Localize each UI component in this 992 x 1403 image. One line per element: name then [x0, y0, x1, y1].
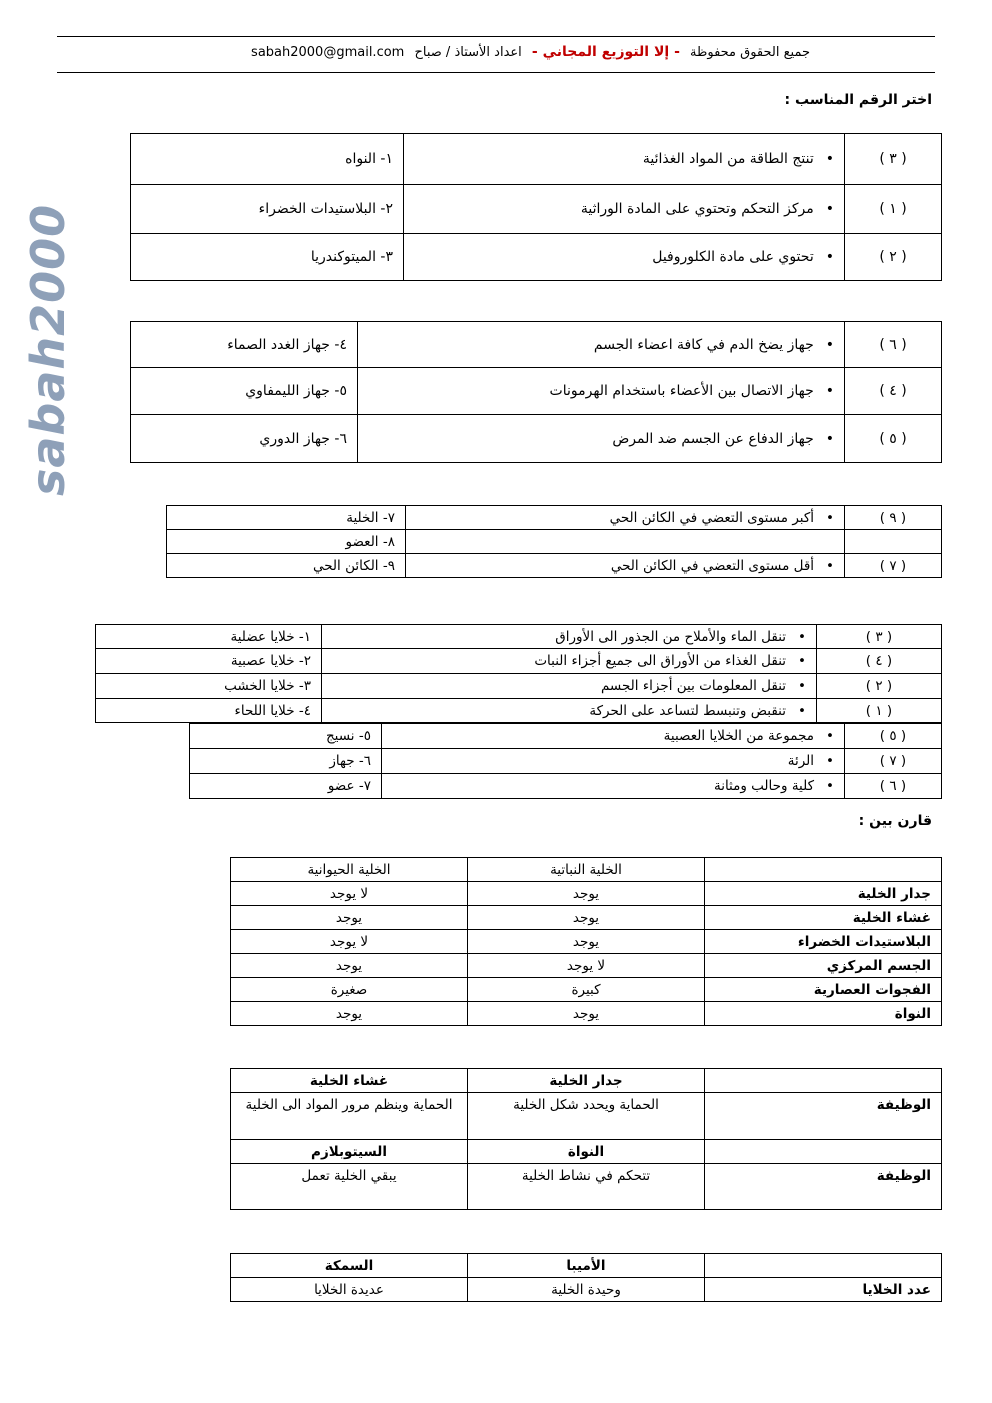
question-text: • تنقل المعلومات بين أجزاء الجسم [322, 674, 817, 699]
table-header: الأميبا [468, 1254, 705, 1278]
question-text: • جهاز الاتصال بين الأعضاء باستخدام الهرمونات [358, 368, 845, 415]
table-row [167, 506, 942, 530]
table-cell: الحماية ويحدد شكل الخلية [468, 1093, 705, 1140]
question-text: • جهاز يضخ الدم في كافة اعضاء الجسم [358, 322, 845, 368]
option-text: ٤- خلايا اللحاء [96, 699, 322, 723]
option-text: ٣- الميتوكندريا [131, 234, 404, 281]
table-row [231, 1140, 942, 1164]
table-cell [705, 858, 942, 882]
table-cell: يبقي الخلية تعمل [231, 1164, 468, 1210]
table-row [190, 724, 942, 749]
compare-table-organisms [230, 1253, 942, 1302]
option-text: ٥- جهاز الليمفاوي [131, 368, 358, 415]
table-row [231, 954, 942, 978]
table-header: النواة [468, 1140, 705, 1164]
table-cell [705, 1254, 942, 1278]
table-cell: يوجد [468, 1002, 705, 1026]
option-text: ٦- جهاز الدوري [131, 415, 358, 463]
table-row [96, 649, 942, 674]
table-header: الخلية النباتية [468, 858, 705, 882]
question-text: • أكبر مستوى التعضي في الكائن الحي [406, 506, 845, 530]
table-cell: عديدة الخلايا [231, 1278, 468, 1302]
option-text: ٦- جهاز [190, 749, 382, 774]
table-row [190, 749, 942, 774]
table-cell: يوجد [231, 954, 468, 978]
match-table-organization [189, 723, 942, 799]
table-cell [705, 1069, 942, 1093]
choose-title: اختر الرقم المناسب : [784, 92, 932, 108]
table-cell: كبيرة [468, 978, 705, 1002]
answer-number: ( ٤ ) [845, 368, 942, 415]
answer-number: ( ١ ) [845, 185, 942, 234]
match-table-systems [130, 321, 942, 463]
option-text: ٤- جهاز الغدد الصماء [131, 322, 358, 368]
row-label: الوظيفة [705, 1164, 942, 1210]
table-row [231, 858, 942, 882]
free-distribution-text: - إلا التوزيع المجاني - [531, 44, 680, 60]
table-row [231, 1069, 942, 1093]
answer-number: ( ٧ ) [845, 749, 942, 774]
question-text [406, 530, 845, 554]
answer-number: ( ٢ ) [845, 234, 942, 281]
table-header: السمكة [231, 1254, 468, 1278]
table-cell: يوجد [231, 906, 468, 930]
question-text: • تحتوي على مادة الكلوروفيل [404, 234, 845, 281]
question-text: • الرئة [382, 749, 845, 774]
answer-number: ( ٩ ) [845, 506, 942, 530]
question-text: • تنقل الماء والأملاح من الجذور الى الأوراق [322, 625, 817, 649]
row-label: الوظيفة [705, 1093, 942, 1140]
table-row [231, 882, 942, 906]
header-rule [57, 72, 935, 73]
page-header [150, 44, 810, 66]
table-row [167, 554, 942, 578]
table-row [231, 930, 942, 954]
table-row [190, 774, 942, 799]
table-row [131, 322, 942, 368]
row-label: غشاء الخلية [705, 906, 942, 930]
prepared-by-text: اعداد الأستاذ / صباح [414, 45, 522, 60]
compare-table-functions [230, 1068, 942, 1210]
option-text: ٧- عضو [190, 774, 382, 799]
table-row [96, 625, 942, 649]
row-label: جدار الخلية [705, 882, 942, 906]
answer-number: ( ٣ ) [817, 625, 942, 649]
table-row [131, 368, 942, 415]
table-cell: تتحكم في نشاط الخلية [468, 1164, 705, 1210]
table-header: الخلية الحيوانية [231, 858, 468, 882]
email-text: sabah2000@gmail.com [251, 45, 405, 60]
row-label: الجسم المركزي [705, 954, 942, 978]
table-cell: يوجد [468, 882, 705, 906]
option-text: ٧- الخلية [167, 506, 406, 530]
table-cell: الحماية وينظم مرور المواد الى الخلية [231, 1093, 468, 1140]
table-cell: صغيرة [231, 978, 468, 1002]
question-text: • تنتج الطاقة من المواد الغذائية [404, 134, 845, 185]
table-cell: لا يوجد [468, 954, 705, 978]
answer-number: ( ٤ ) [817, 649, 942, 674]
option-text: ٣- خلايا الخشب [96, 674, 322, 699]
answer-number: ( ٢ ) [817, 674, 942, 699]
table-row [231, 1254, 942, 1278]
question-text: • مجموعة من الخلايا العصبية [382, 724, 845, 749]
match-table-levels [166, 505, 942, 578]
answer-number: ( ٦ ) [845, 322, 942, 368]
option-text: ٩- الكائن الحي [167, 554, 406, 578]
top-rule [57, 36, 935, 37]
option-text: ٥- نسيج [190, 724, 382, 749]
row-label: الفجوات العصارية [705, 978, 942, 1002]
table-row [231, 1002, 942, 1026]
rights-text: جميع الحقوق محفوظة [690, 45, 810, 60]
table-cell: لا يوجد [231, 930, 468, 954]
table-cell: وحيدة الخلية [468, 1278, 705, 1302]
table-row [231, 1278, 942, 1302]
answer-number: ( ٥ ) [845, 415, 942, 463]
answer-number: ( ٦ ) [845, 774, 942, 799]
match-table-cells [95, 624, 942, 723]
answer-number: ( ٧ ) [845, 554, 942, 578]
table-row [231, 978, 942, 1002]
table-cell: يوجد [231, 1002, 468, 1026]
row-label: عدد الخلايا [705, 1278, 942, 1302]
compare-table-cells [230, 857, 942, 1026]
question-text: • كلية وحالب ومثانة [382, 774, 845, 799]
table-cell: يوجد [468, 930, 705, 954]
table-row [131, 185, 942, 234]
table-row [96, 699, 942, 723]
option-text: ٨- العضو [167, 530, 406, 554]
question-text: • مركز التحكم وتحتوي على المادة الوراثية [404, 185, 845, 234]
table-header: السيتوبلازم [231, 1140, 468, 1164]
table-row [231, 1093, 942, 1140]
question-text: • تنقبض وتنبسط لتساعد على الحركة [322, 699, 817, 723]
table-cell: لا يوجد [231, 882, 468, 906]
table-row [131, 415, 942, 463]
question-text: • أقل مستوى التعضي في الكائن الحي [406, 554, 845, 578]
table-header: جدار الخلية [468, 1069, 705, 1093]
table-cell: يوجد [468, 906, 705, 930]
option-text: ١- النواه [131, 134, 404, 185]
option-text: ٢- البلاستيدات الخضراء [131, 185, 404, 234]
row-label: النواة [705, 1002, 942, 1026]
table-header: غشاء الخلية [231, 1069, 468, 1093]
answer-number: ( ١ ) [817, 699, 942, 723]
question-text: • جهاز الدفاع عن الجسم ضد المرض [358, 415, 845, 463]
option-text: ١- خلايا عضلية [96, 625, 322, 649]
answer-number [845, 530, 942, 554]
answer-number: ( ٣ ) [845, 134, 942, 185]
table-cell [705, 1140, 942, 1164]
compare-title: قارن بين : [858, 813, 932, 829]
table-row [167, 530, 942, 554]
match-table-organelles [130, 133, 942, 281]
table-row [131, 234, 942, 281]
watermark-logo: sabah2000 [21, 203, 75, 496]
table-row [231, 906, 942, 930]
table-row [96, 674, 942, 699]
table-row [131, 134, 942, 185]
question-text: • تنقل الغذاء من الأوراق الى جميع أجزاء النبات [322, 649, 817, 674]
table-row [231, 1164, 942, 1210]
option-text: ٢- خلايا عصبية [96, 649, 322, 674]
row-label: البلاستيدات الخضراء [705, 930, 942, 954]
answer-number: ( ٥ ) [845, 724, 942, 749]
